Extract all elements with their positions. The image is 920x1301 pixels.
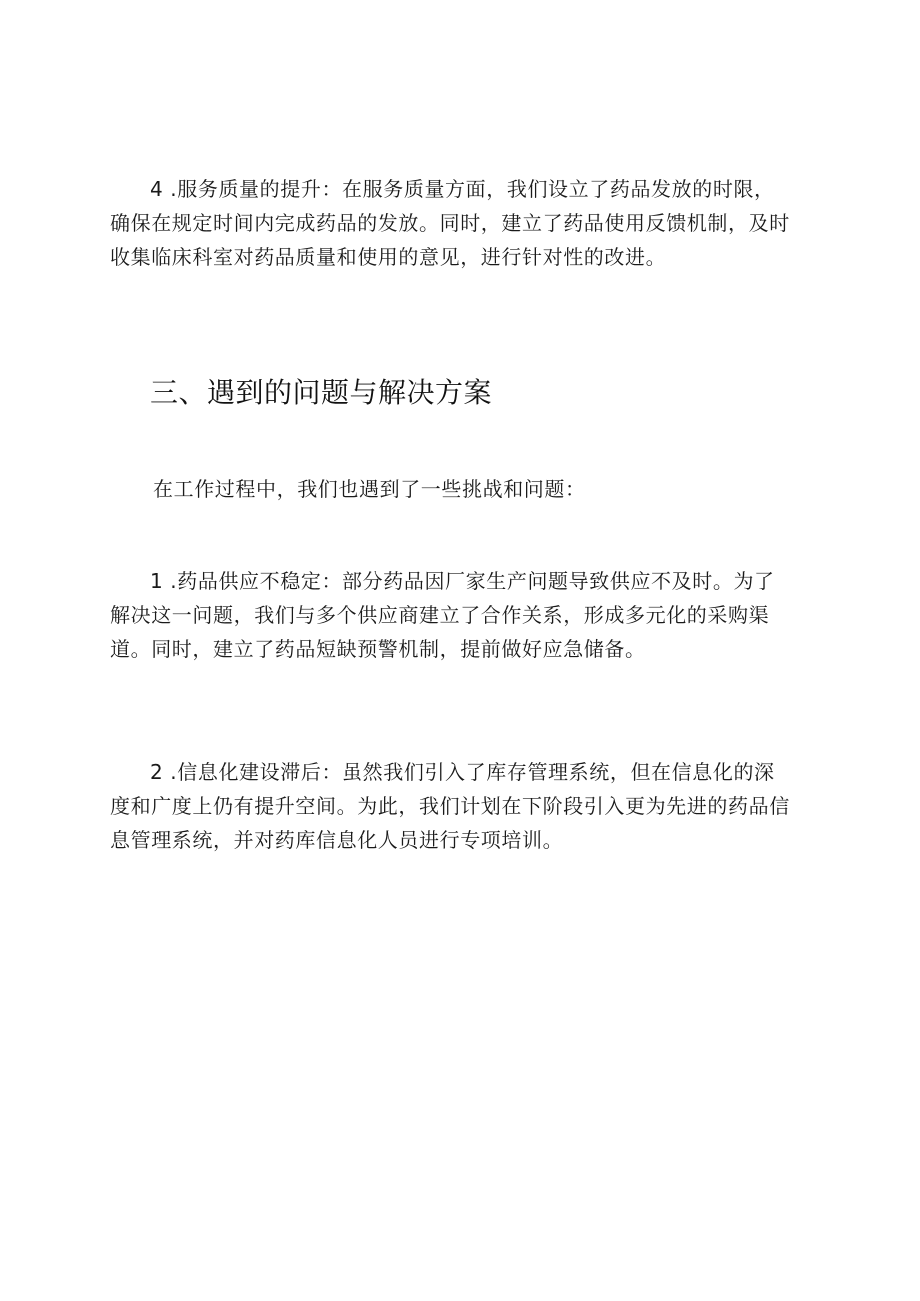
paragraph-line: 1 .药品供应不稳定：部分药品因厂家生产问题导致供应不及时。为了 bbox=[150, 569, 775, 593]
section-heading: 三、遇到的问题与解决方案 bbox=[150, 376, 493, 409]
paragraph-line: 收集临床科室对药品质量和使用的意见，进行针对性的改进。 bbox=[110, 245, 667, 269]
paragraph-service-quality bbox=[110, 172, 815, 274]
intro-paragraph: 在工作过程中，我们也遇到了一些挑战和问题： bbox=[153, 477, 586, 501]
paragraph-line: 2 .信息化建设滞后：虽然我们引入了库存管理系统，但在信息化的深 bbox=[150, 760, 775, 784]
paragraph-line: 4 .服务质量的提升：在服务质量方面，我们设立了药品发放的时限， bbox=[150, 177, 775, 201]
paragraph-it-lag bbox=[110, 755, 815, 857]
paragraph-line: 度和广度上仍有提升空间。为此，我们计划在下阶段引入更为先进的药品信 bbox=[110, 794, 790, 818]
paragraph-line: 息管理系统，并对药库信息化人员进行专项培训。 bbox=[110, 828, 564, 852]
paragraph-line: 解决这一问题，我们与多个供应商建立了合作关系，形成多元化的采购渠 bbox=[110, 603, 770, 627]
paragraph-line: 道。同时，建立了药品短缺预警机制，提前做好应急储备。 bbox=[110, 637, 646, 661]
paragraph-supply-instability bbox=[110, 564, 815, 666]
paragraph-line: 确保在规定时间内完成药品的发放。同时，建立了药品使用反馈机制，及时 bbox=[110, 211, 790, 235]
